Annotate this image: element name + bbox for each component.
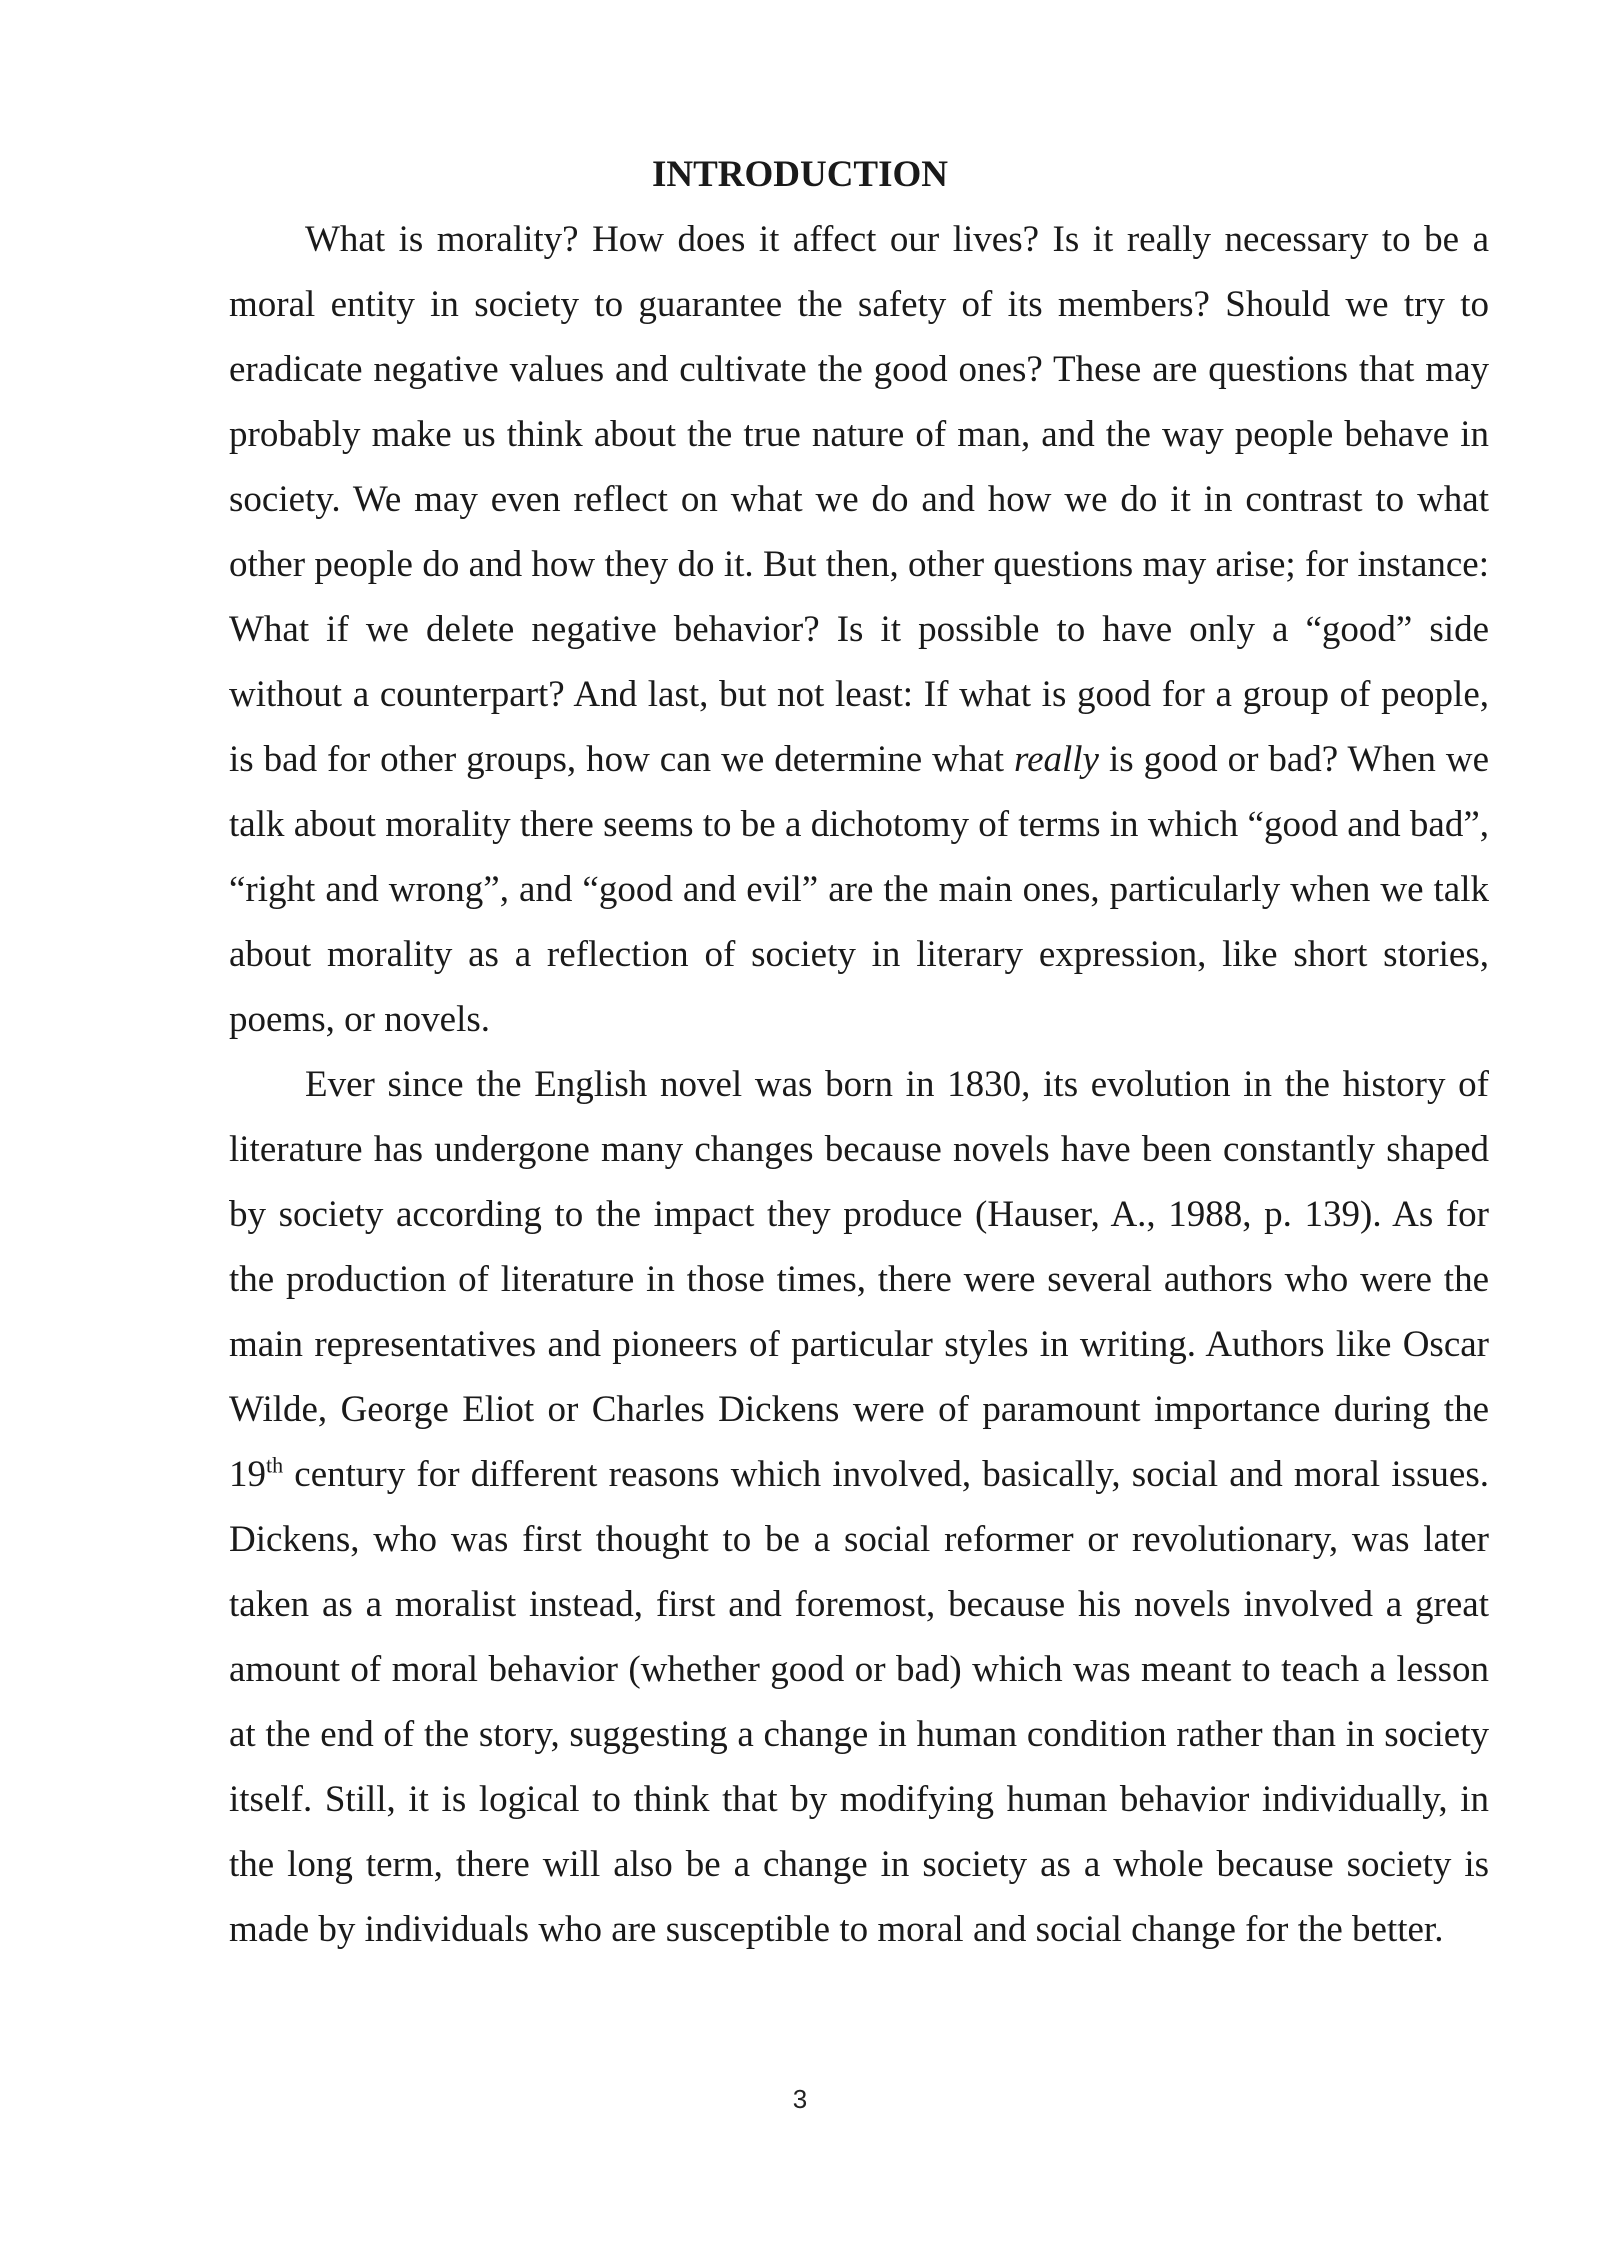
paragraph-1 [229, 207, 1489, 1052]
page-number: 3 [792, 2084, 808, 2114]
paragraph-text: What is morality? How does it affect our lives? Is it really necessary to be a moral entity in society to guarantee the safety of its members? Should we try to eradicate negative values and cultivate the good ones? These are questions that may probably make us think about the true nature of man, and the way people behave in society. We may even reflect on what we do and how we do it in contrast to what other people do and how they do it. But then, other questions may arise; for instance: What if we delete negative behavior? Is it possible to have only a “good” side without a counterpart? And last, but not least: If what is good for a group of people, is bad for other groups, how can we determine what [229, 219, 1489, 780]
paragraph-2 [229, 1052, 1489, 1962]
paragraph-text: Ever since the English novel was born in 1830, its evolution in the history of literature has undergone many changes because novels have been constantly shaped by society according to the impact they produce (Hauser, A., 1988, p. 139). As for the production of literature in those times, there were several authors who were the main representatives and pioneers of particular styles in writing. Authors like Oscar Wilde, George Eliot or Charles Dickens were of paramount importance during the 19 [229, 1064, 1489, 1495]
body-text [229, 207, 1489, 1962]
section-heading: INTRODUCTION [651, 154, 949, 195]
paragraph-text: is good or bad? When we talk about morality there seems to be a dichotomy of terms in which “good and bad”, “right and wrong”, and “good and evil” are the main ones, particularly when we talk about morality as a reflection of society in literary expression, like short stories, poems, or novels. [229, 739, 1489, 1040]
ordinal-superscript: th [266, 1452, 284, 1478]
paragraph-text: century for different reasons which involved, basically, social and moral issues. Dickens, who was first thought to be a social reformer or revolutionary, was later taken as a moralist instead, first and foremost, because his novels involved a great amount of moral behavior (whether good or bad) which was meant to teach a lesson at the end of the story, suggesting a change in human condition rather than in society itself. Still, it is logical to think that by modifying human behavior individually, in the long term, there will also be a change in society as a whole because society is made by individuals who are susceptible to moral and social change for the better. [229, 1454, 1489, 1950]
emphasis-text: really [1014, 739, 1099, 780]
